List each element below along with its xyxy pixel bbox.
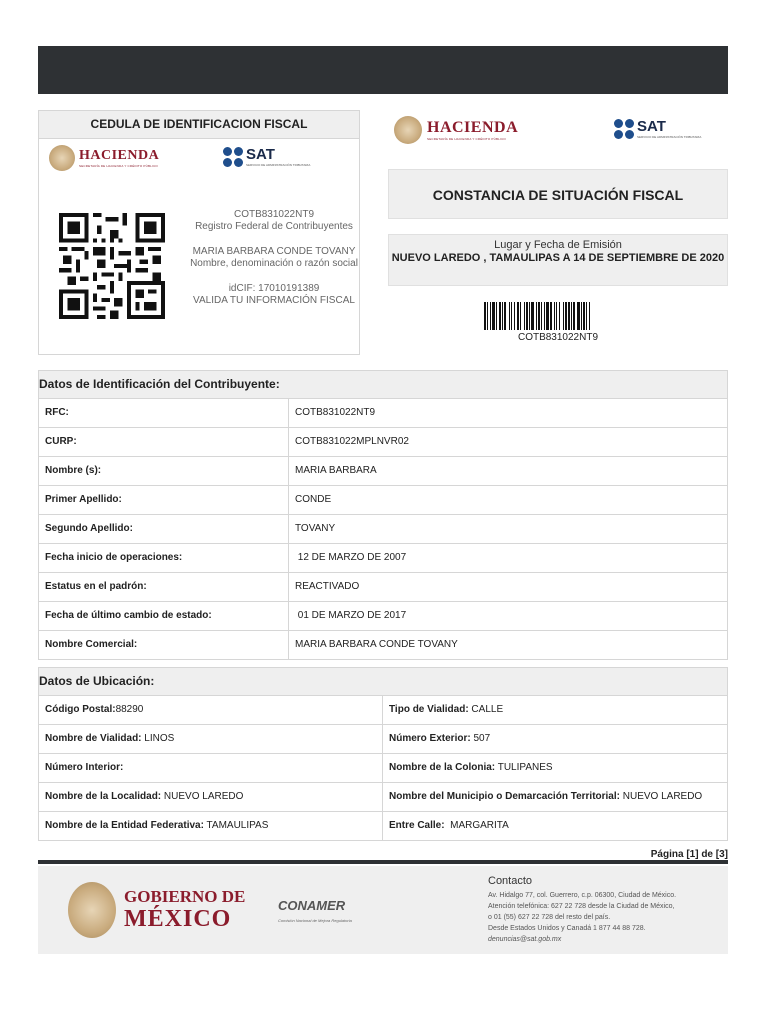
cedula-rfc-caption: Registro Federal de Contribuyentes [195,221,353,232]
barcode-bar [554,302,555,330]
ubicacion-table [38,667,728,841]
sat-logo [223,146,310,167]
barcode-bar [536,302,537,330]
sat-dots-icon [223,147,243,167]
field-value: TOVANY [295,523,336,534]
barcode-bar [531,302,534,330]
conamer-logo: CONAMER [278,898,346,913]
table-row [39,696,727,725]
gobierno-logo [124,886,245,930]
barcode-bar [541,302,542,330]
barcode-bar [544,302,545,330]
sat-subtitle: SERVICIO DE ADMINISTRACIÓN TRIBUTARIA [246,163,311,167]
field-label: Estatus en el padrón: [39,573,289,601]
field-label: RFC: [39,399,289,427]
barcode-bar [583,302,585,330]
table-cell [39,696,383,724]
cedula-name: MARIA BARBARA CONDE TOVANY [192,246,356,257]
barcode-bar [571,302,572,330]
mexico-seal-icon [68,882,116,938]
field-label: Primer Apellido: [39,486,289,514]
barcode-bar [511,302,512,330]
field-label: Número Exterior: [389,733,471,744]
field-value: COTB831022MPLNVR02 [295,436,409,447]
barcode-bar [520,302,521,330]
field-label: Nombre de la Localidad: [45,791,162,802]
conamer-subtitle: Comisión Nacional de Mejora Regulatoria [278,918,352,923]
barcode-bar [577,302,580,330]
document-title: CONSTANCIA DE SITUACIÓN FISCAL [388,169,728,219]
gobierno-line2: MÉXICO [124,906,232,932]
cedula-card [38,110,360,355]
gobierno-line1: GOBIERNO DE [124,887,246,906]
cedula-title: CEDULA DE IDENTIFICACION FISCAL [39,111,359,139]
field-value: TAMAULIPAS [203,820,269,831]
table-cell [383,783,727,811]
footer-divider [38,860,728,864]
barcode-bar [509,302,510,330]
barcode-bar [499,302,501,330]
cedula-idcif: idCIF: 17010191389 [228,283,320,294]
identificacion-table [38,370,728,660]
barcode-bar [559,302,560,330]
field-value: MARGARITA [444,820,509,831]
cedula-info [189,209,359,307]
table-row [39,725,727,754]
table-cell [383,754,727,782]
hacienda-subtitle: SECRETARÍA DE HACIENDA Y CRÉDITO PÚBLICO [79,164,158,168]
table-row [39,631,727,659]
barcode-bar [526,302,528,330]
lugar-label: Lugar y Fecha de Emisión [494,239,622,251]
contacto-block [488,876,723,945]
hacienda-subtitle: SECRETARÍA DE HACIENDA Y CRÉDITO PÚBLICO [427,137,506,141]
contacto-email[interactable]: denuncias@sat.gob.mx [488,936,562,943]
field-label: Nombre de la Entidad Federativa: [45,820,204,831]
field-value: MARIA BARBARA [295,465,377,476]
barcode-icon [484,302,632,330]
qr-code-icon [59,211,165,321]
header-logos [390,112,728,157]
field-label: Fecha inicio de operaciones: [39,544,289,572]
hacienda-logo [394,116,518,144]
sat-wordmark: SAT [246,146,275,163]
table-cell [383,725,727,753]
cedula-name-caption: Nombre, denominación o razón social [190,258,358,269]
footer [38,866,728,954]
cedula-valida: VALIDA TU INFORMACIÓN FISCAL [193,295,355,306]
table-row [39,754,727,783]
field-label: Nombre del Municipio o Demarcación Territorial: [389,791,620,802]
field-label: Número Interior: [45,762,124,773]
barcode-bar [487,302,488,330]
field-label: Nombre de Vialidad: [45,733,142,744]
field-value: CALLE [468,704,504,715]
lugar-value: NUEVO LAREDO , TAMAULIPAS A 14 DE SEPTIEMBRE DE 2020 [391,252,725,264]
field-value: 01 DE MARZO DE 2017 [295,610,407,621]
table-cell [39,812,383,840]
table-cell [39,754,383,782]
barcode-bar [581,302,582,330]
ubicacion-title: Datos de Ubicación: [39,668,727,696]
field-value: MARIA BARBARA CONDE TOVANY [295,639,458,650]
table-row [39,544,727,573]
table-cell [39,783,383,811]
field-label: Nombre (s): [39,457,289,485]
field-value: CONDE [295,494,332,505]
contacto-line: Atención telefónica: 627 22 728 desde la Ciudad de México, [488,903,675,910]
table-row [39,515,727,544]
field-label: Fecha de último cambio de estado: [39,602,289,630]
barcode-bar [546,302,549,330]
lugar-fecha-box [388,234,728,286]
barcode-bar [529,302,530,330]
barcode-bar [502,302,503,330]
field-value: TULIPANES [495,762,553,773]
barcode-bar [492,302,495,330]
barcode-text: COTB831022NT9 [517,332,599,343]
table-row [39,399,727,428]
barcode-bar [565,302,567,330]
field-label: Nombre de la Colonia: [389,762,496,773]
barcode-bar [538,302,540,330]
field-value: 12 DE MARZO DE 2007 [295,552,407,563]
barcode-bar [496,302,497,330]
contacto-title: Contacto [488,875,533,887]
barcode-bar [504,302,506,330]
table-row [39,457,727,486]
table-cell [39,725,383,753]
table-row [39,573,727,602]
field-label: Código Postal: [45,704,116,715]
table-cell [383,812,727,840]
field-label: Tipo de Vialidad: [389,704,469,715]
field-label: Segundo Apellido: [39,515,289,543]
field-value: NUEVO LAREDO [619,791,703,802]
table-row [39,783,727,812]
hacienda-seal-icon [49,145,75,171]
contacto-line: Desde Estados Unidos y Canadá 1 877 44 88 728. [488,925,646,932]
sat-subtitle: SERVICIO DE ADMINISTRACIÓN TRIBUTARIA [637,135,702,139]
field-value: 88290 [115,704,144,715]
hacienda-wordmark: HACIENDA [427,119,519,136]
table-row [39,812,727,840]
hacienda-seal-icon [394,116,422,144]
table-cell [383,696,727,724]
barcode-bar [573,302,575,330]
field-value: 507 [470,733,491,744]
field-label: CURP: [39,428,289,456]
table-row [39,602,727,631]
top-banner [38,46,728,94]
field-value: LINOS [141,733,175,744]
field-value: NUEVO LAREDO [161,791,244,802]
barcode-bar [484,302,486,330]
field-value: REACTIVADO [295,581,360,592]
identificacion-title: Datos de Identificación del Contribuyente: [39,371,727,399]
hacienda-logo [49,145,159,171]
barcode-bar [589,302,590,330]
barcode-bar [563,302,564,330]
barcode-bar [568,302,570,330]
sat-dots-icon [614,119,634,139]
sat-logo [614,118,701,139]
barcode-bar [556,302,557,330]
contacto-line: o 01 (55) 627 22 728 del resto del país. [488,914,611,921]
barcode-bar [550,302,552,330]
field-label: Nombre Comercial: [39,631,289,659]
field-value: COTB831022NT9 [295,407,376,418]
barcode-bar [517,302,519,330]
contacto-line: Av. Hidalgo 77, col. Guerrero, c.p. 06300, Ciudad de México. [488,892,677,899]
cedula-rfc: COTB831022NT9 [233,209,315,220]
sat-wordmark: SAT [637,118,666,135]
table-row [39,486,727,515]
field-label: Entre Calle: [389,820,445,831]
page-number: Página [1] de [3] [650,849,728,860]
barcode-bar [490,302,491,330]
barcode-bar [514,302,515,330]
hacienda-wordmark: HACIENDA [79,148,160,163]
barcode-bar [524,302,525,330]
barcode-bar [586,302,587,330]
table-row [39,428,727,457]
